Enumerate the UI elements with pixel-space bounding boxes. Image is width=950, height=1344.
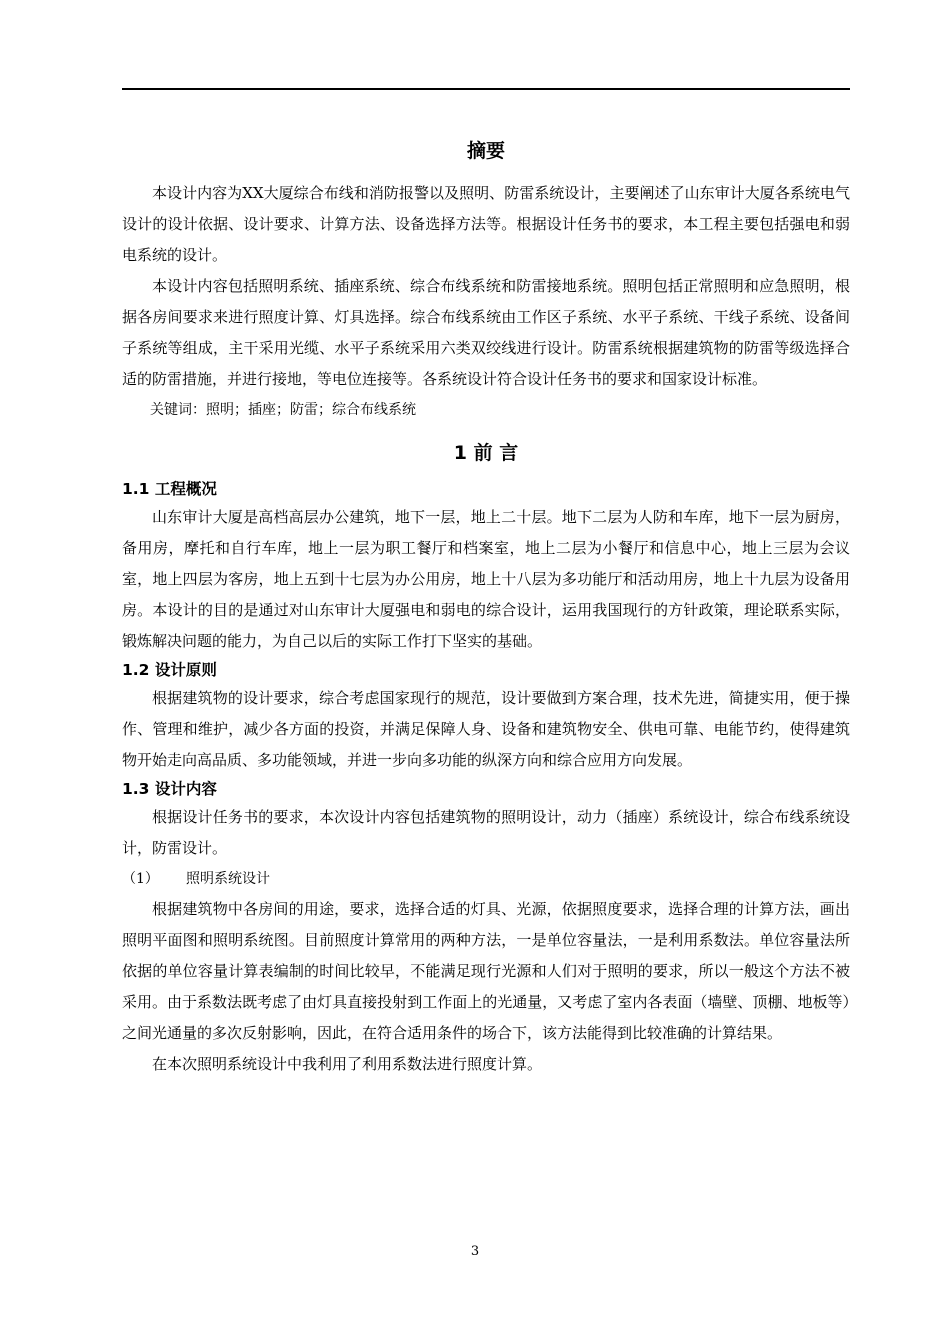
- header-rule: [122, 88, 850, 90]
- subitem-number: （1）: [122, 871, 159, 887]
- abstract-paragraph-1: 本设计内容为XX大厦综合布线和消防报警以及照明、防雷系统设计，主要阐述了山东审计大厦各系统电气设计的设计依据、设计要求、计算方法、设备选择方法等。根据设计任务书的要求，本工程主要包括强电和弱电系统的设计。: [122, 184, 850, 264]
- lighting-subitem: [122, 864, 850, 894]
- section-1-1-text: 山东审计大厦是高档高层办公建筑，地下一层，地上二十层。地下二层为人防和车库，地下一层为厨房，备用房，摩托和自行车库，地上一层为职工餐厅和档案室，地上二层为小餐厅和信息中心，地上三层为会议室，地上四层为客房，地上五到十七层为办公用房，地上十八层为多功能厅和活动用房，地上十九层为设备用房。本设计的目的是通过对山东审计大厦强电和弱电的综合设计，运用我国现行的方针政策，理论联系实际，锻炼解决问题的能力，为自己以后的实际工作打下坚实的基础。: [122, 508, 850, 650]
- abstract-paragraph-2: 本设计内容包括照明系统、插座系统、综合布线系统和防雷接地系统。照明包括正常照明和应急照明，根据各房间要求来进行照度计算、灯具选择。综合布线系统由工作区子系统、水平子系统、干线子系统、设备间子系统等组成，主干采用光缆、水平子系统采用六类双绞线进行设计。防雷系统根据建筑物的防雷等级选择合适的防雷措施，并进行接地，等电位连接等。各系统设计符合设计任务书的要求和国家设计标准。: [122, 277, 850, 388]
- lighting-closing: 在本次照明系统设计中我利用了利用系数法进行照度计算。: [152, 1055, 543, 1073]
- document-page: [122, 132, 850, 1080]
- keywords-label: 关键词：: [150, 402, 206, 418]
- preface-title: 1 前 言: [453, 442, 519, 464]
- abstract-title: 摘要: [466, 140, 505, 162]
- subitem-title: 照明系统设计: [186, 871, 270, 887]
- lighting-body: 根据建筑物中各房间的用途，要求，选择合适的灯具、光源，依据照度要求，选择合理的计算方法，画出照明平面图和照明系统图。目前照度计算常用的两种方法，一是单位容量法，一是利用系数法。单位容量法所依据的单位容量计算表编制的时间比较早，不能满足现行光源和人们对于照明的要求，所以一般这个方法不被采用。由于系数法既考虑了由灯具直接投射到工作面上的光通量，又考虑了室内各表面（墙壁、顶棚、地板等）之间光通量的多次反射影响，因此，在符合适用条件的场合下，该方法能得到比较准确的计算结果。: [122, 900, 850, 1042]
- keywords-text: 照明；插座；防雷；综合布线系统: [206, 402, 416, 418]
- section-1-3-intro: 根据设计任务书的要求，本次设计内容包括建筑物的照明设计，动力（插座）系统设计，综合布线系统设计，防雷设计。: [122, 808, 850, 857]
- section-1-3-heading: 1.3 设计内容: [122, 780, 217, 798]
- section-1-2-heading: 1.2 设计原则: [122, 661, 217, 679]
- section-1-1-heading: 1.1 工程概况: [122, 480, 217, 498]
- page-number: 3: [470, 1244, 480, 1259]
- section-1-2-text: 根据建筑物的设计要求，综合考虑国家现行的规范，设计要做到方案合理，技术先进，简捷实用，便于操作、管理和维护，减少各方面的投资，并满足保障人身、设备和建筑物安全、供电可靠、电能节约，使得建筑物开始走向高品质、多功能领域，并进一步向多功能的纵深方向和综合应用方向发展。: [122, 689, 850, 769]
- keywords-line: [122, 395, 850, 426]
